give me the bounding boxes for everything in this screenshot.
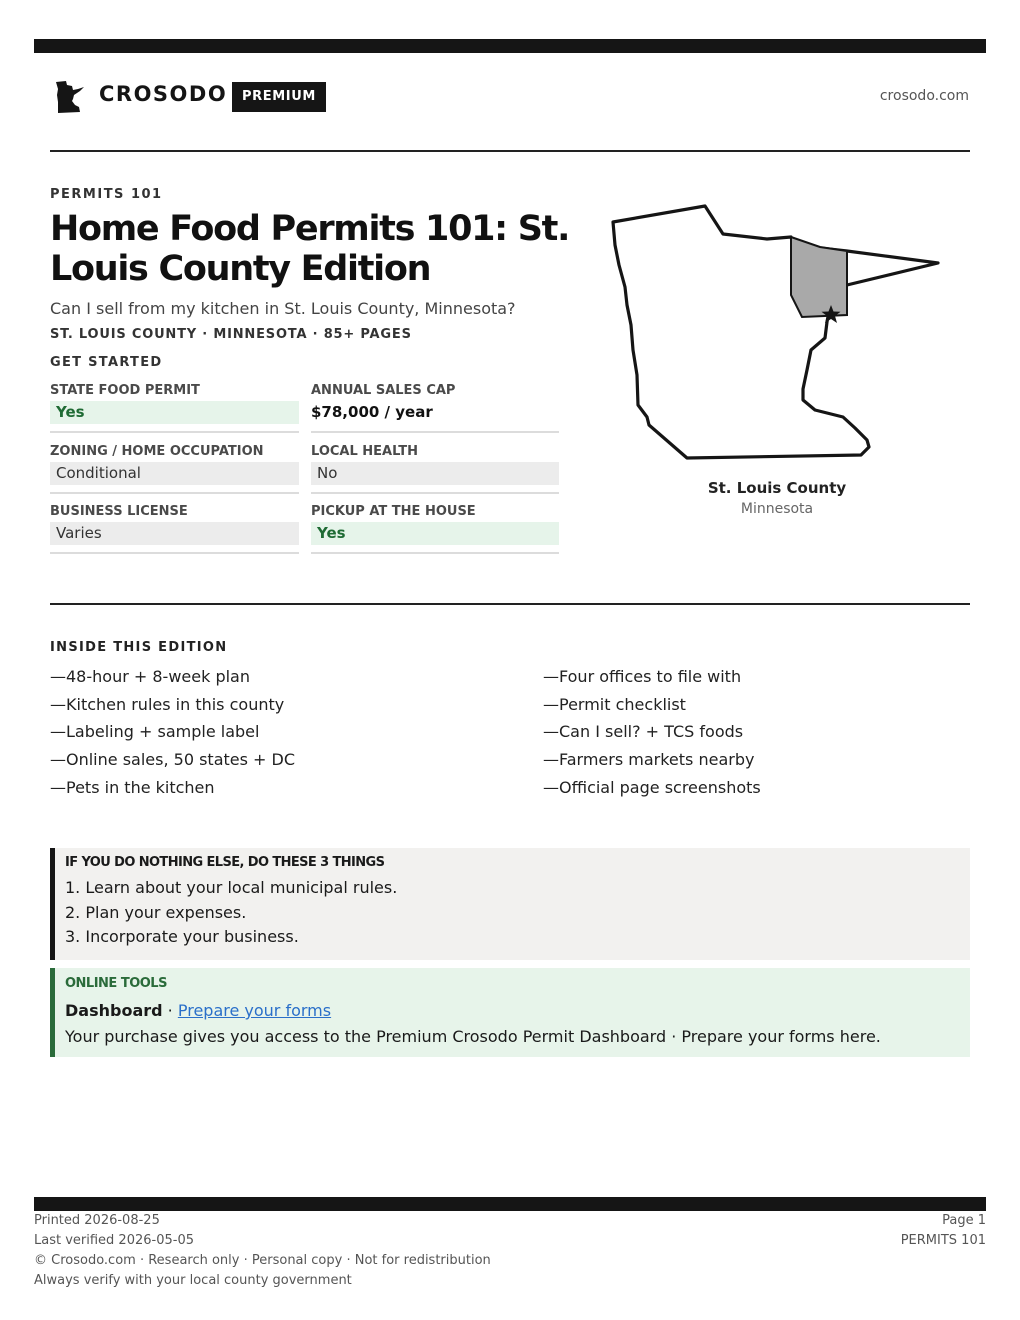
fact-value: $78,000 / year [311, 403, 433, 421]
printed-date: Printed 2026-08-25 [34, 1213, 160, 1228]
header-divider [50, 150, 970, 152]
fact-value: Yes [50, 401, 299, 424]
contents-list-right [543, 663, 761, 801]
fact-label: STATE FOOD PERMIT [50, 383, 200, 398]
fact-value: No [311, 462, 559, 485]
separator: · [162, 1001, 178, 1020]
callout-heading: IF YOU DO NOTHING ELSE, DO THESE 3 THINGS [65, 855, 385, 870]
map-state-name: Minnesota [740, 501, 814, 517]
list-item: —Online sales, 50 states + DC [50, 750, 296, 770]
steps-list [65, 876, 970, 950]
map-county-name: St. Louis County [707, 479, 847, 497]
fact-zoning-home-occupation [50, 442, 299, 494]
fact-label: LOCAL HEALTH [311, 444, 418, 459]
top-bar [34, 39, 986, 53]
page-subtitle: Can I sell from my kitchen in St. Louis County, Minnesota? [50, 299, 516, 318]
step-item: 1. Learn about your local municipal rules. [65, 878, 398, 897]
fact-label: ANNUAL SALES CAP [311, 383, 456, 398]
county-locator-map [605, 195, 950, 465]
callout-heading: ONLINE TOOLS [65, 976, 167, 991]
step-item: 2. Plan your expenses. [65, 902, 247, 922]
list-item: —Labeling + sample label [50, 722, 260, 742]
list-item: —48-hour + 8-week plan [50, 667, 250, 686]
list-item: —Four offices to file with [543, 667, 742, 686]
minnesota-state-silhouette-icon [54, 80, 88, 114]
premium-badge: PREMIUM [232, 82, 326, 112]
fact-local-health [311, 442, 559, 494]
prepare-forms-link[interactable]: Prepare your forms [177, 1001, 332, 1020]
last-verified-date: Last verified 2026-05-05 [34, 1233, 194, 1248]
online-tools-callout [50, 968, 970, 1057]
section-kicker: PERMITS 101 [50, 187, 163, 202]
fact-annual-sales-cap [311, 381, 559, 433]
list-item: —Kitchen rules in this county [50, 694, 285, 714]
fact-label: ZONING / HOME OCCUPATION [50, 444, 264, 459]
brand-name[interactable]: CROSODO [99, 82, 228, 106]
list-item: —Permit checklist [543, 694, 686, 714]
list-item: —Farmers markets nearby [543, 750, 755, 770]
fact-value: Yes [311, 522, 559, 545]
footer-section-name: PERMITS 101 [900, 1233, 986, 1248]
dashboard-line [65, 1000, 970, 1022]
section-divider [50, 603, 970, 605]
fact-label: BUSINESS LICENSE [50, 504, 188, 519]
dashboard-description: Your purchase gives you access to the Premium Crosodo Permit Dashboard · Prepare your forms here. [65, 1027, 881, 1046]
copyright-notice: © Crosodo.com · Research only · Personal copy · Not for redistribution [34, 1253, 491, 1268]
fact-value: Varies [50, 522, 299, 545]
get-started-label: GET STARTED [50, 355, 163, 370]
page-number: Page 1 [942, 1213, 986, 1228]
dashboard-label: Dashboard [65, 1001, 163, 1020]
verify-disclaimer: Always verify with your local county government [34, 1273, 352, 1288]
page-title: Home Food Permits 101: St. Louis County Edition [50, 209, 570, 289]
fact-label: PICKUP AT THE HOUSE [311, 504, 476, 519]
contents-list-left [50, 663, 295, 801]
fact-state-food-permit [50, 381, 299, 433]
list-item: —Pets in the kitchen [50, 777, 215, 797]
fact-value: Conditional [50, 462, 299, 485]
key-steps-callout [50, 848, 970, 960]
list-item: —Official page screenshots [543, 777, 761, 797]
list-item: —Can I sell? + TCS foods [543, 722, 744, 742]
footer-bar [34, 1197, 986, 1211]
fact-business-license [50, 502, 299, 554]
site-url[interactable]: crosodo.com [879, 88, 969, 104]
edition-meta: ST. LOUIS COUNTY · MINNESOTA · 85+ PAGES [50, 327, 412, 342]
st-louis-county-shape [791, 237, 847, 317]
inside-edition-label: INSIDE THIS EDITION [50, 640, 228, 655]
fact-pickup-at-the-house [311, 502, 559, 554]
minnesota-state-outline [613, 206, 938, 458]
step-item: 3. Incorporate your business. [65, 927, 299, 946]
